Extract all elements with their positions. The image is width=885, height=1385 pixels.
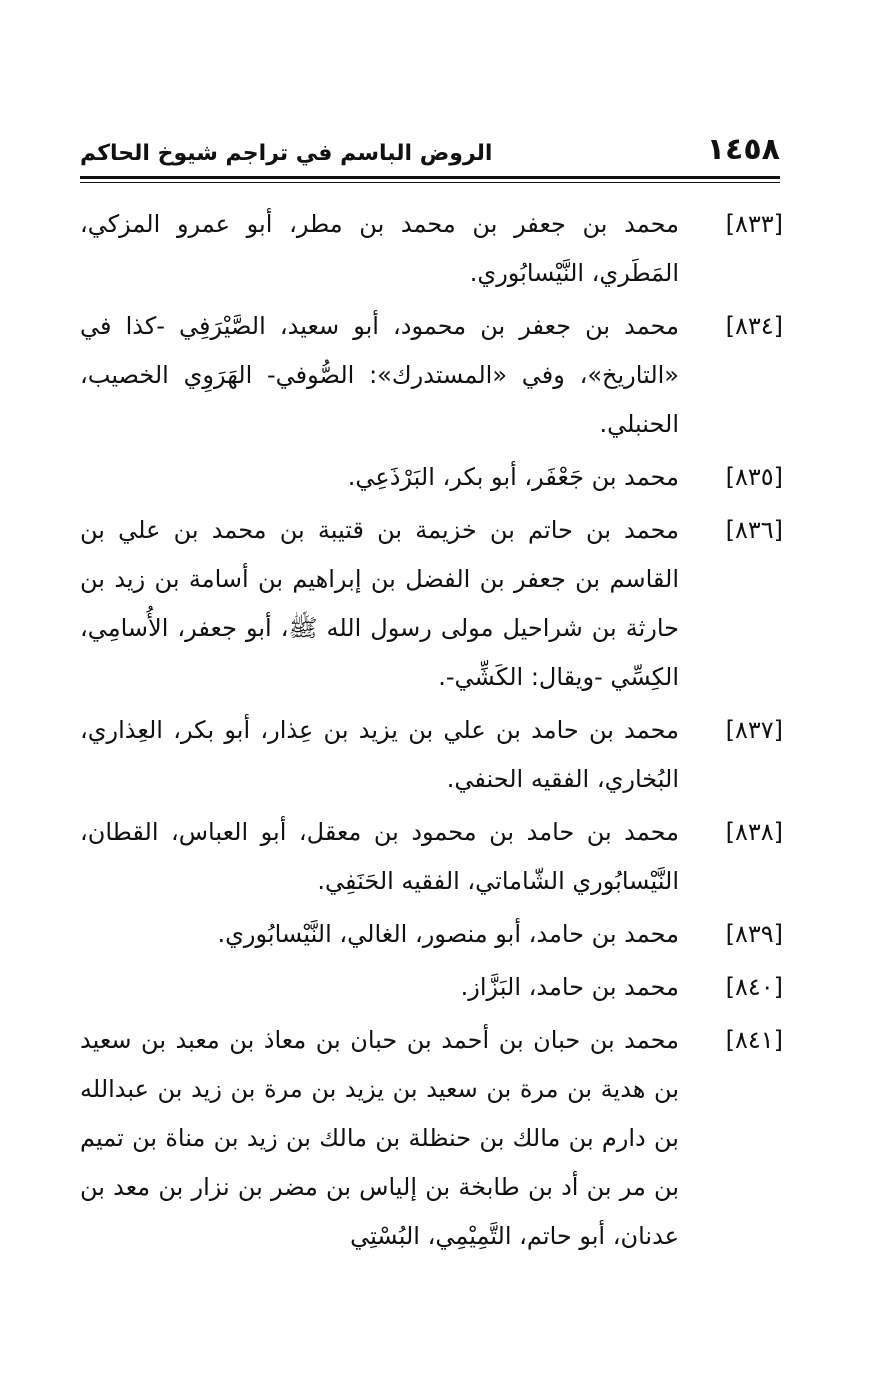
page-header (80, 128, 780, 174)
entry-number: [٨٣٤] (725, 312, 783, 340)
entries-list (80, 200, 783, 1265)
entry-text: محمد بن حبان بن أحمد بن حبان بن معاذ بن معبد بن سعيد بن هدية بن مرة بن سعيد بن يزيد بن مرة بن زيد بن عبدالله بن دارم بن مالك بن حنظلة بن مالك بن زيد بن مناة بن تميم بن مر بن أد بن طابخة بن إلياس بن مضر بن نزار بن معد بن عدنان، أبو حاتم، التَّمِيْمِي، البُسْتِي (80, 1026, 679, 1250)
entry-text: محمد بن جعفر بن محمد بن مطر، أبو عمرو المزكي، المَطَري، النَّيْسابُوري. (80, 210, 679, 287)
entry-number: [٨٣٥] (725, 463, 783, 491)
entry-text: محمد بن جَعْفَر، أبو بكر، البَرْذَعِي. (347, 463, 679, 491)
entry-835 (80, 453, 783, 502)
entry-number: [٨٤٠] (725, 973, 783, 1001)
entry-836 (80, 506, 783, 702)
entry-839 (80, 910, 783, 959)
entry-number: [٨٣٩] (725, 920, 783, 948)
header-rule-thin (80, 182, 780, 183)
entry-number: [٨٣٦] (725, 516, 783, 544)
entry-number: [٨٣٨] (725, 818, 783, 846)
entry-text: محمد بن حامد، أبو منصور، الغالي، النَّيْسابُوري. (217, 920, 679, 948)
entry-834 (80, 302, 783, 449)
entry-text: محمد بن حاتم بن خزيمة بن قتيبة بن محمد بن علي بن القاسم بن جعفر بن الفضل بن إبراهيم بن أسامة بن زيد بن حارثة بن شراحيل مولى رسول الله ﷺ، أبو جعفر، الأُسامِي، الكِسِّي -ويقال: الكَشِّي-. (80, 516, 679, 691)
entry-840 (80, 963, 783, 1012)
entry-841 (80, 1016, 783, 1261)
entry-text: محمد بن حامد بن علي بن يزيد بن عِذار، أبو بكر، العِذاري، البُخاري، الفقيه الحنفي. (80, 716, 679, 793)
entry-837 (80, 706, 783, 804)
entry-text: محمد بن حامد بن محمود بن معقل، أبو العباس، القطان، النَّيْسابُوري الشّاماتي، الفقيه الحَنَفِي. (80, 818, 679, 895)
entry-number: [٨٤١] (725, 1026, 783, 1054)
entry-text: محمد بن جعفر بن محمود، أبو سعيد، الصَّيْرَفِي -كذا في «التاريخ»، وفي «المستدرك»: الصُّوفي- الهَرَوِي الخصيب، الحنبلي. (80, 312, 679, 438)
entry-833 (80, 200, 783, 298)
entry-text: محمد بن حامد، البَزَّاز. (460, 973, 679, 1001)
entry-number: [٨٣٣] (725, 210, 783, 238)
header-rule (80, 176, 780, 179)
entry-number: [٨٣٧] (725, 716, 783, 744)
running-title: الروض الباسم في تراجم شيوخ الحاكم (80, 141, 493, 166)
page-number: ١٤٥٨ (706, 132, 780, 167)
entry-838 (80, 808, 783, 906)
